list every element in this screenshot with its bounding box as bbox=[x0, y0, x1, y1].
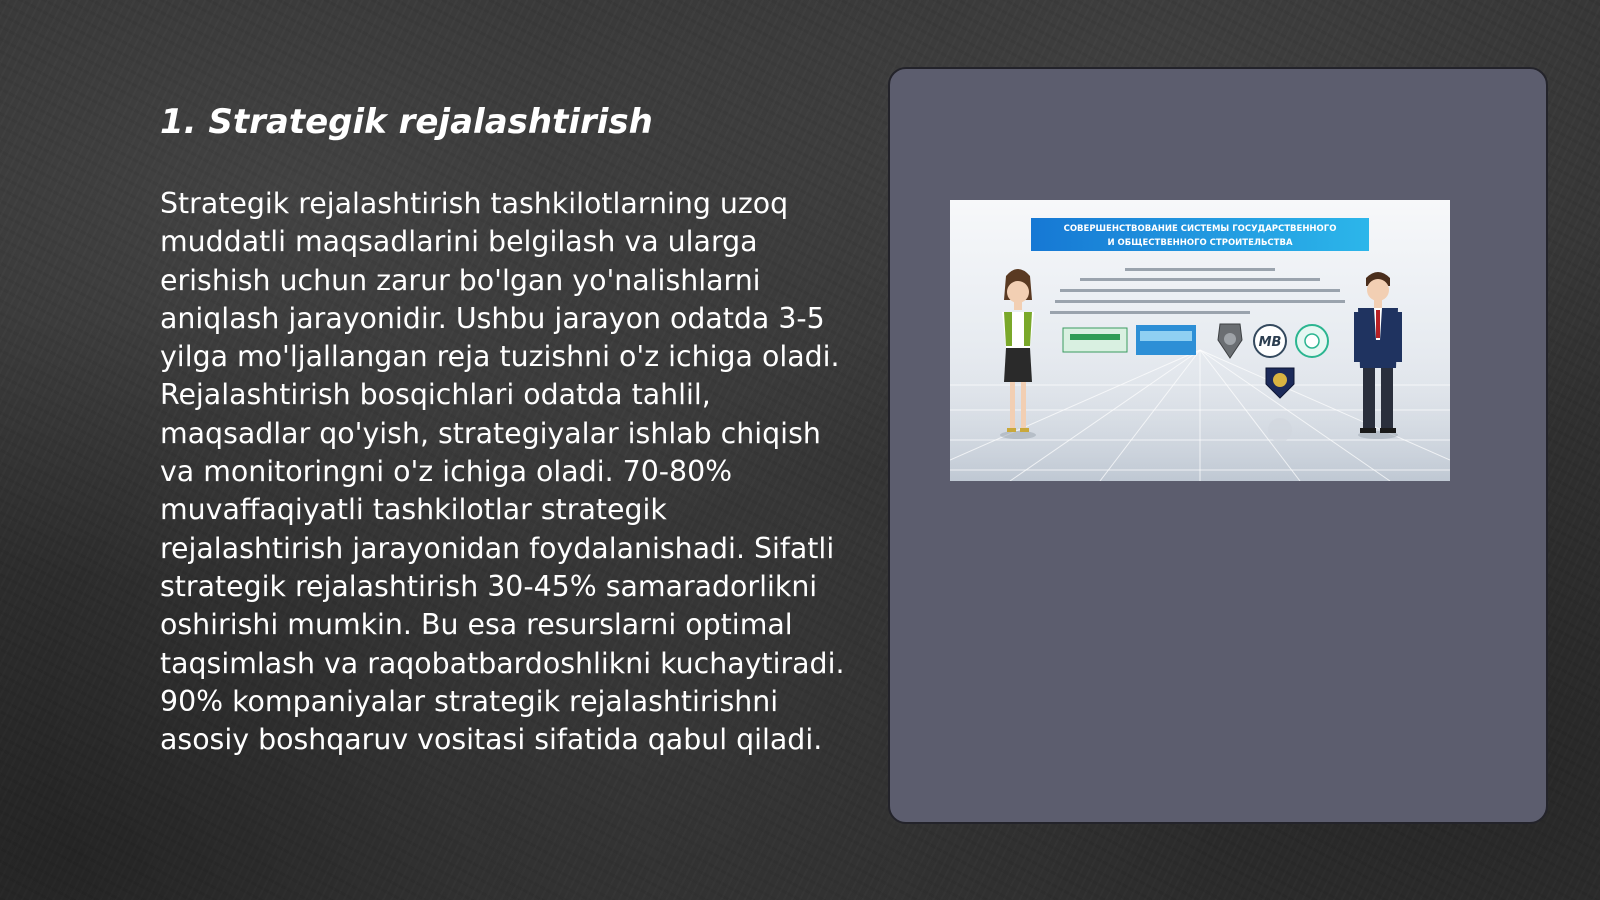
banner-line-1: СОВЕРШЕНСТВОВАНИЕ СИСТЕМЫ ГОСУДАРСТВЕННОГО bbox=[1063, 224, 1337, 234]
svg-text:MB: MB bbox=[1258, 335, 1282, 350]
image-panel bbox=[888, 67, 1548, 824]
slide-title: 1. Strategik rejalashtirish bbox=[160, 102, 653, 142]
slide-body-text: Strategik rejalashtirish tashkilotlarning uzoq muddatli maqsadlarini belgilash va ularga erishish uchun zarur bo'lgan yo'nalishlarni aniqlash jarayonidir. Ushbu jarayon odatda 3-5 yilga mo'ljallangan reja tuzishni o'z ichiga oladi. Rejalashtirish bosqichlari odatda tahlil, maqsadlar qo'yish, strategiyalar ishlab chiqish va monitoringni o'z ichiga oladi. 70-80% muvaffaqiyatli tashkilotlar strategik rejalashtirish jarayonidan foydalanishadi. Sifatli strategik rejalashtirish 30-45% samaradorlikni oshirishi mumkin. Bu esa resurslarni optimal taqsimlash va raqobatbardoshlikni kuchaytiradi. 90% kompaniyalar strategik rejalashtirishni asosiy boshqaruv vositasi sifatida qabul qiladi. bbox=[160, 187, 845, 757]
illustration-image bbox=[950, 200, 1450, 481]
banner bbox=[1031, 218, 1369, 251]
illustration-graphic bbox=[950, 200, 1450, 481]
small-text-lines bbox=[1050, 268, 1345, 314]
banner-line-2: И ОБЩЕСТВЕННОГО СТРОИТЕЛЬСТВА bbox=[1107, 238, 1293, 248]
